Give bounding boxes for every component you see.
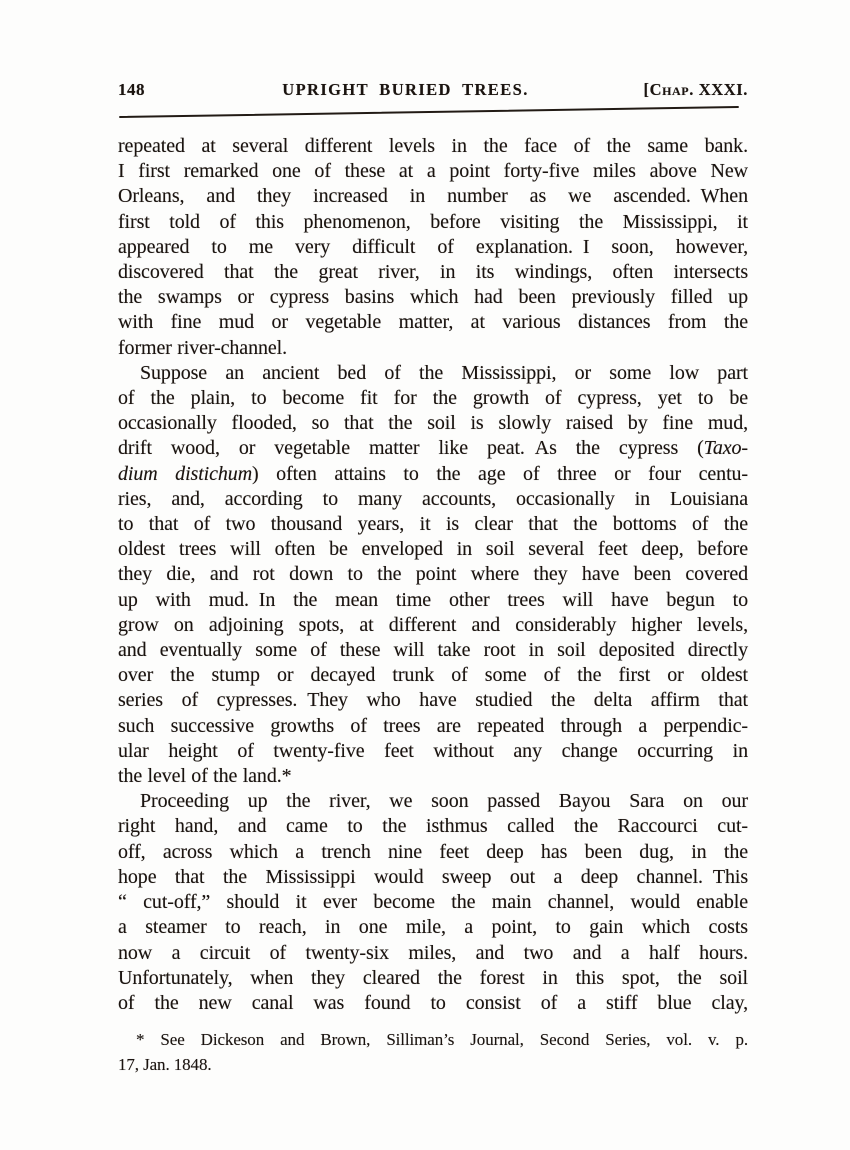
text-line: hope that the Mississippi would sweep out a deep channel. This (118, 865, 748, 888)
italic-text: Taxo- (703, 437, 748, 460)
text-line: Unfortunately, when they cleared the forest in this spot, the soil (118, 966, 748, 989)
text-line: with fine mud or vegetable matter, at various distances from the (118, 311, 748, 334)
text-line: * See Dickeson and Brown, Silliman’s Journal, Second Series, vol. v. p. (136, 1030, 748, 1049)
text-line: over the stump or decayed trunk of some of the first or oldest (118, 664, 748, 687)
text-line: up with mud. In the mean time other trees will have begun to (118, 588, 748, 611)
text-line: to that of two thousand years, it is clear that the bottoms of the (118, 513, 748, 536)
text-line: the level of the land.* (118, 765, 292, 788)
text-line: off, across which a trench nine feet deep has been dug, in the (118, 840, 748, 863)
text-line: I first remarked one of these at a point forty-five miles above New (118, 160, 748, 183)
text-line: and eventually some of these will take root in soil deposited directly (118, 639, 748, 662)
text-line: ular height of twenty-five feet without any change occurring in (118, 739, 748, 762)
text-line: such successive growths of trees are repeated through a perpendic- (118, 714, 748, 737)
text-line: now a circuit of twenty-six miles, and two and a half hours. (118, 941, 748, 964)
text-line: “ cut-off,” should it ever become the main channel, would enable (118, 891, 748, 914)
plain-text: ) often attains to the age of three or four centu- (252, 462, 748, 485)
text-line: 17, Jan. 1848. (118, 1055, 212, 1074)
text-line: oldest trees will often be enveloped in soil several feet deep, before (118, 538, 748, 561)
text-line (118, 436, 748, 461)
text-line: right hand, and came to the isthmus called the Raccourci cut- (118, 815, 748, 838)
body-text (118, 134, 748, 1016)
text-line: series of cypresses. They who have studied the delta affirm that (118, 689, 748, 712)
chapter-label (598, 80, 748, 100)
italic-text: dium distichum (118, 462, 253, 485)
chapter-bracket: [ (643, 80, 650, 99)
text-line: first told of this phenomenon, before visiting the Mississippi, it (118, 210, 748, 233)
text-line: the swamps or cypress basins which had been previously filled up (118, 286, 748, 309)
text-line: repeated at several different levels in the face of the same bank. (118, 135, 748, 157)
text-line: discovered that the great river, in its windings, often intersects (118, 261, 748, 284)
text-line: former river-channel. (118, 336, 288, 359)
running-header (118, 80, 748, 100)
paragraph (118, 361, 748, 789)
header-rule-divider (119, 106, 739, 118)
text-line: Proceeding up the river, we soon passed Bayou Sara on our (140, 790, 748, 813)
text-line: appeared to me very difficult of explanation. I soon, however, (118, 235, 748, 258)
text-line: Orleans, and they increased in number as we ascended. When (118, 185, 748, 208)
footnote (118, 1027, 748, 1077)
text-line: ries, and, according to many accounts, occasionally in Louisiana (118, 487, 748, 510)
plain-text: drift wood, or vegetable matter like peat. As the cypress ( (118, 437, 704, 460)
text-line: they die, and rot down to the point where they have been covered (118, 563, 748, 586)
paragraph (118, 789, 748, 1016)
running-title: UPRIGHT BURIED TREES. (282, 80, 529, 99)
text-line: Suppose an ancient bed of the Mississippi, or some low part (140, 361, 748, 384)
chapter-word: Chap. (649, 80, 694, 99)
paragraph (118, 134, 748, 361)
text-line: of the plain, to become fit for the growth of cypress, yet to be (118, 387, 748, 410)
chapter-numeral: XXXI. (698, 80, 748, 99)
text-line (118, 462, 748, 487)
text-line: of the new canal was found to consist of a stiff blue clay, (118, 991, 748, 1014)
text-line: grow on adjoining spots, at different and considerably higher levels, (118, 613, 748, 636)
page-number: 148 (118, 80, 145, 99)
text-line: a steamer to reach, in one mile, a point, to gain which costs (118, 916, 748, 939)
text-line: occasionally flooded, so that the soil is slowly raised by fine mud, (118, 412, 748, 435)
